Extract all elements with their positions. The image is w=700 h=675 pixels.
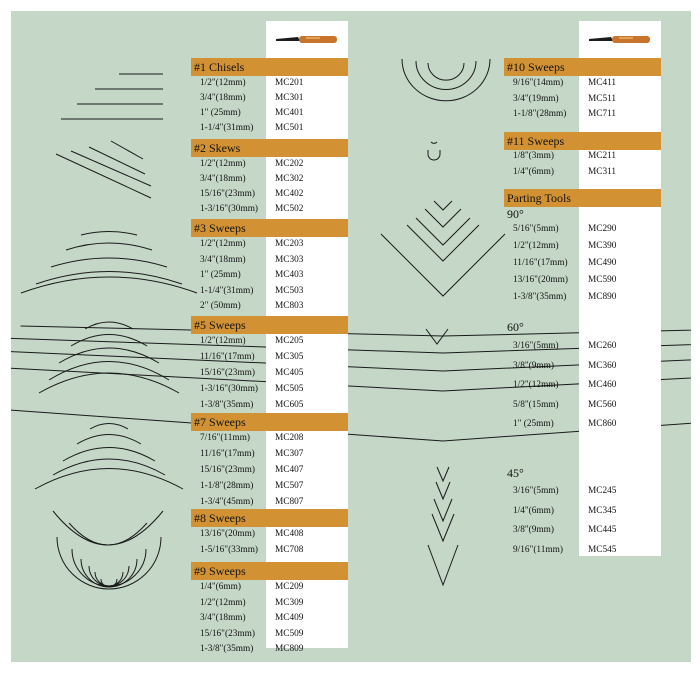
size-row xyxy=(504,543,661,558)
size-row xyxy=(504,484,661,499)
size-label: 1-3/4"(45mm) xyxy=(200,497,254,507)
product-code: MC405 xyxy=(275,368,304,378)
size-row xyxy=(191,447,348,462)
size-label: 15/16"(23mm) xyxy=(200,465,255,475)
size-row xyxy=(191,382,348,397)
parting-90-vee xyxy=(407,225,479,261)
section-header-1-chisels: #1 Chisels xyxy=(191,58,348,76)
size-row xyxy=(191,495,348,510)
size-label: 1/4"(6mm) xyxy=(513,505,554,516)
size-label: 1" (25mm) xyxy=(200,108,241,118)
product-code: MC409 xyxy=(275,613,304,623)
size-row xyxy=(191,172,348,187)
size-label: 11/16"(17mm) xyxy=(513,258,568,268)
size-row xyxy=(504,339,661,354)
size-label: 1/2"(12mm) xyxy=(513,241,559,251)
size-label: 1-1/4"(31mm) xyxy=(200,123,254,133)
size-label: 1/4"(6mm) xyxy=(513,166,554,177)
product-code: MC201 xyxy=(275,78,304,88)
sweep-7-arc xyxy=(35,469,183,490)
size-row xyxy=(504,222,661,237)
section-header-11-sweeps: #11 Sweeps xyxy=(504,132,661,150)
sweep-3-arc xyxy=(21,277,197,293)
parting-60-vee xyxy=(426,329,448,344)
product-code: MC309 xyxy=(275,597,304,608)
size-label: 1/2"(12mm) xyxy=(200,239,246,249)
size-label: 3/16"(5mm) xyxy=(513,341,559,351)
product-code: MC245 xyxy=(588,486,617,496)
section-header-3-sweeps: #3 Sweeps xyxy=(191,219,348,237)
size-row xyxy=(191,350,348,365)
size-label: 11/16"(17mm) xyxy=(200,449,255,459)
sweep-8-arc xyxy=(69,523,147,545)
size-row xyxy=(504,239,661,254)
size-label: 1-1/4"(31mm) xyxy=(200,285,254,296)
product-code: MC390 xyxy=(588,241,617,251)
skew-profile-line xyxy=(89,147,145,174)
size-label: 2" (50mm) xyxy=(200,301,241,311)
size-row xyxy=(191,237,348,252)
product-code: MC403 xyxy=(275,270,304,280)
parting-90-vee xyxy=(381,234,505,296)
sweep-5-arc xyxy=(59,348,159,363)
size-row xyxy=(191,157,348,172)
section-header-2-skews: #2 Skews xyxy=(191,139,348,157)
product-code: MC290 xyxy=(588,224,617,234)
size-label: 3/4"(19mm) xyxy=(513,93,559,104)
size-label: 1-5/16"(33mm) xyxy=(200,544,259,555)
product-code: MC407 xyxy=(275,465,304,475)
section-header-5-sweeps: #5 Sweeps xyxy=(191,316,348,334)
product-code: MC507 xyxy=(275,481,304,491)
product-code: MC211 xyxy=(588,151,617,161)
sweep-10-arc xyxy=(416,61,476,90)
size-row xyxy=(191,366,348,381)
sweep-9-arc xyxy=(81,559,137,587)
size-row xyxy=(504,76,661,91)
product-code: MC803 xyxy=(275,301,304,311)
size-label: 1-1/8"(28mm) xyxy=(200,481,254,491)
size-label: 1-3/8"(35mm) xyxy=(513,292,567,302)
section-header-9-sweeps: #9 Sweeps xyxy=(191,562,348,580)
size-row xyxy=(191,431,348,446)
product-code: MC208 xyxy=(275,433,304,443)
size-label: 3/8"(9mm) xyxy=(513,360,554,371)
sweep-11-arc xyxy=(428,150,440,160)
product-code: MC345 xyxy=(588,505,617,516)
size-row xyxy=(191,543,348,558)
section-header-7-sweeps: #7 Sweeps xyxy=(191,413,348,431)
size-label: 3/4"(18mm) xyxy=(200,174,246,184)
section-header-8-sweeps: #8 Sweeps xyxy=(191,509,348,527)
sweep-3-arc xyxy=(51,258,167,267)
size-row xyxy=(191,253,348,268)
section-header-10-sweeps: #10 Sweeps xyxy=(504,58,661,76)
sweep-5-arc xyxy=(71,335,147,347)
sweep-9-arc xyxy=(72,549,146,586)
sweep-7-arc xyxy=(90,424,128,430)
size-row xyxy=(504,398,661,413)
product-code: MC509 xyxy=(275,628,304,639)
size-label: 5/16"(5mm) xyxy=(513,224,559,234)
size-row xyxy=(504,92,661,107)
product-code: MC711 xyxy=(588,109,617,119)
size-label: 13/16"(20mm) xyxy=(200,529,255,539)
product-code: MC890 xyxy=(588,292,617,302)
product-code: MC402 xyxy=(275,189,304,199)
product-code: MC560 xyxy=(588,399,617,410)
size-row xyxy=(191,398,348,413)
product-code: MC860 xyxy=(588,419,617,429)
size-label: 1/4"(6mm) xyxy=(200,582,241,592)
size-label: 3/4"(18mm) xyxy=(200,613,246,623)
size-row xyxy=(504,290,661,305)
product-code: MC260 xyxy=(588,341,617,351)
size-label: 15/16"(23mm) xyxy=(200,368,255,378)
product-code: MC445 xyxy=(588,525,617,535)
parting-45-vee xyxy=(428,545,458,585)
size-label: 1-1/8"(28mm) xyxy=(513,109,567,119)
size-row xyxy=(504,273,661,288)
product-code: MC807 xyxy=(275,497,304,507)
sweep-3-arc xyxy=(81,232,137,236)
size-row xyxy=(504,359,661,374)
size-label: 3/4"(18mm) xyxy=(200,93,246,103)
product-code: MC460 xyxy=(588,380,617,390)
product-code: MC203 xyxy=(275,239,304,249)
product-code: MC401 xyxy=(275,108,304,118)
size-label: 9/16"(14mm) xyxy=(513,78,564,88)
size-row xyxy=(504,256,661,271)
size-label: 1-3/8"(35mm) xyxy=(200,644,254,654)
parting-45-vee xyxy=(432,514,454,541)
sweep-8-arc xyxy=(53,511,163,545)
size-row xyxy=(191,642,348,657)
size-row xyxy=(191,627,348,642)
size-row xyxy=(191,121,348,136)
size-label: 5/8"(15mm) xyxy=(513,399,559,410)
product-code: MC708 xyxy=(275,544,304,555)
product-code: MC411 xyxy=(588,78,617,88)
skew-profile-line xyxy=(56,154,151,198)
size-row xyxy=(504,417,661,432)
product-code: MC505 xyxy=(275,384,304,394)
product-code: MC501 xyxy=(275,123,304,133)
size-row xyxy=(191,202,348,217)
sweep-7-arc xyxy=(53,459,165,475)
size-row xyxy=(504,523,661,538)
parting-45-vee xyxy=(434,499,452,521)
product-code: MC809 xyxy=(275,644,304,654)
product-code: MC311 xyxy=(588,166,617,177)
carving-tool-icon xyxy=(266,21,348,57)
size-label: 1/2"(12mm) xyxy=(200,78,246,88)
size-row xyxy=(504,378,661,393)
size-row xyxy=(191,596,348,611)
carving-tool-icon xyxy=(579,21,661,57)
size-row xyxy=(191,463,348,478)
size-label: 1/8"(3mm) xyxy=(513,151,554,161)
size-label: 9/16"(11mm) xyxy=(513,544,563,555)
product-code: MC301 xyxy=(275,93,304,103)
product-code: MC408 xyxy=(275,529,304,539)
product-code: MC303 xyxy=(275,254,304,265)
parting-90-vee xyxy=(434,201,452,210)
size-label: 1" (25mm) xyxy=(200,270,241,280)
size-row xyxy=(191,334,348,349)
size-label: 1/2"(12mm) xyxy=(200,159,246,169)
size-label: 1" (25mm) xyxy=(513,419,554,429)
section-header-parting-tools: Parting Tools xyxy=(504,189,661,207)
size-row xyxy=(191,479,348,494)
size-row xyxy=(191,187,348,202)
size-row xyxy=(191,76,348,91)
skew-profile-line xyxy=(111,141,143,159)
sweep-11-arc xyxy=(431,142,437,143)
size-label: 1/2"(12mm) xyxy=(513,380,559,390)
product-code: MC305 xyxy=(275,352,304,362)
size-label: 7/16"(11mm) xyxy=(200,433,250,443)
sweep-7-arc xyxy=(77,435,141,445)
size-label: 1/2"(12mm) xyxy=(200,336,246,346)
product-code: MC302 xyxy=(275,174,304,184)
size-label: 1-3/8"(35mm) xyxy=(200,400,254,410)
size-label: 11/16"(17mm) xyxy=(200,352,255,362)
product-code: MC209 xyxy=(275,582,304,592)
product-code: MC545 xyxy=(588,544,617,555)
product-code: MC360 xyxy=(588,360,617,371)
product-code: MC205 xyxy=(275,336,304,346)
size-label: 15/16"(23mm) xyxy=(200,189,255,199)
product-code: MC502 xyxy=(275,204,304,214)
parting-angle-label: 45° xyxy=(507,466,524,480)
parting-45-vee xyxy=(437,467,449,481)
size-row xyxy=(191,299,348,314)
product-code: MC503 xyxy=(275,285,304,296)
size-label: 1-3/16"(30mm) xyxy=(200,204,259,214)
catalog-panel xyxy=(11,11,691,662)
size-label: 3/8"(9mm) xyxy=(513,525,554,535)
parting-45-vee xyxy=(436,482,450,499)
size-label: 1-3/16"(30mm) xyxy=(200,384,259,394)
product-code: MC490 xyxy=(588,258,617,268)
parting-angle-label: 60° xyxy=(507,320,524,334)
size-row xyxy=(504,107,661,122)
sweep-3-arc xyxy=(66,243,152,250)
size-row xyxy=(504,165,661,180)
size-row xyxy=(191,106,348,121)
size-row xyxy=(191,527,348,542)
product-code: MC511 xyxy=(588,93,617,104)
size-row xyxy=(504,149,661,164)
size-row xyxy=(191,268,348,283)
size-row xyxy=(191,284,348,299)
size-label: 3/16"(5mm) xyxy=(513,486,559,496)
parting-angle-label: 90° xyxy=(507,207,524,221)
size-label: 1/2"(12mm) xyxy=(200,597,246,608)
size-label: 13/16"(20mm) xyxy=(513,275,568,285)
product-code: MC202 xyxy=(275,159,304,169)
product-code: MC605 xyxy=(275,400,304,410)
size-label: 15/16"(23mm) xyxy=(200,628,255,639)
product-code: MC590 xyxy=(588,275,617,285)
size-row xyxy=(191,91,348,106)
size-row xyxy=(191,580,348,595)
parting-90-vee xyxy=(416,218,470,245)
size-label: 3/4"(18mm) xyxy=(200,254,246,265)
size-row xyxy=(191,611,348,626)
parting-90-vee xyxy=(425,209,461,227)
sweep-10-arc xyxy=(428,63,464,80)
product-code: MC307 xyxy=(275,449,304,459)
size-row xyxy=(504,504,661,519)
